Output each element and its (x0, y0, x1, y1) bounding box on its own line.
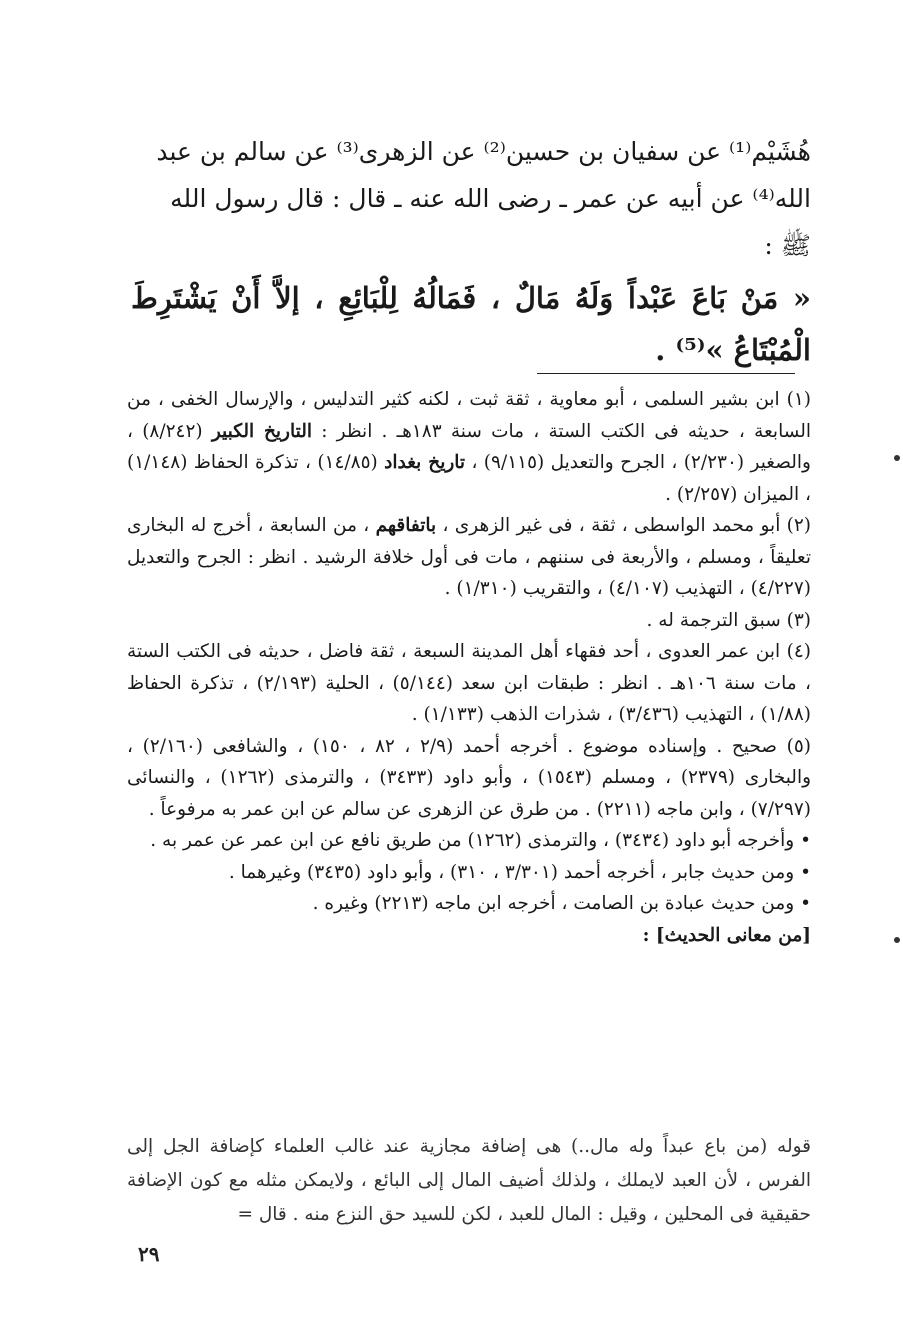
footnote-text: (٢) أبو محمد الواسطى ، ثقة ، فى غير الزهرى ، (436, 515, 811, 536)
footnote-bullet: • ومن حديث جابر ، أخرجه أحمد (٣/٣٠١ ، ٣١٠) ، وأبو داود (٣٤٣٥) وغيرهما . (228, 861, 811, 883)
page-number: ٢٩ (138, 1242, 160, 1266)
emphasis: باتفاقهم (375, 515, 437, 536)
footnote-bullet: • ومن حديث عبادة بن الصامت ، أخرجه ابن ماجه (٢٢١٣) وغيره . (312, 893, 811, 914)
main-text-line: هُشَيْم⁽¹⁾ عن سفيان بن حسين⁽²⁾ عن الزهرى⁽³⁾ عن سالم بن عبد (156, 137, 811, 166)
footnote-5: (٥) صحيح . وإسناده موضوع . أخرجه أحمد (٢/٩ ، ٨٢ ، ١٥٠) ، والشافعى (٢/١٦٠) ، والبخارى (٢٣٧٩) ، ومسلم (١٥٤٣) ، وأبو داود (٣٤٣٣) ، والترمذى (١٢٦٢) ، والنسائى (٧/٢٩٧) ، وابن ماجه (٢٢١١) . من طرق عن الزهرى عن سالم عن ابن عمر به مرفوعاً . (127, 735, 812, 820)
commentary-text: قوله (من باع عبداً وله مال..) هى إضافة مجازية عند غالب العلماء كإضافة الجل إلى الفرس ، لأن العبد لايملك ، ولذلك أضيف المال إلى البائع ، ولايمكن مثله مع كون الإضافة حقيقية فى المحلين ، وقيل : المال للعبد ، لكن للسيد حق النزع منه . قال = (127, 1136, 811, 1225)
footnote-bullet: • وأخرجه أبو داود (٣٤٣٤) ، والترمذى (١٢٦٢) من طريق نافع عن ابن عمر عن عمر به . (150, 830, 811, 851)
hadith-text: « مَنْ بَاعَ عَبْداً وَلَهُ مَالٌ ، فَمَالُهُ لِلْبَائِعِ ، إلاَّ أَنْ يَشْتَرِطَ الْمُبْتَاعُ »⁽⁵⁾ . (131, 281, 811, 367)
footnote-3: (٣) سبق الترجمة له . (646, 609, 811, 631)
footnotes (127, 384, 811, 951)
main-text-line: الله⁽⁴⁾ عن أبيه عن عمر ـ رضى الله عنه ـ قال : قال رسول الله (170, 184, 811, 213)
footnote-4: (٤) ابن عمر العدوى ، أحد فقهاء أهل المدينة السبعة ، ثقة فاضل ، حديثه فى الكتب الستة ، مات سنة ١٠٦هـ . انظر : طبقات ابن سعد (٥/١٤٤) ، الحلية (٢/١٩٣) ، تذكرة الحفاظ (١/٨٨) ، التهذيب (٣/٤٣٦) ، شذرات الذهب (١/١٣٣) . (127, 641, 811, 725)
section-heading: [من معانى الحديث] : (642, 924, 811, 946)
footnote-1 (127, 384, 811, 510)
commentary (127, 1130, 811, 1232)
margin-dot (894, 455, 900, 461)
main-text-line: ﷺ : (764, 231, 811, 260)
source-title: تاريخ بغداد (384, 452, 466, 473)
footnote-2 (127, 510, 811, 605)
footnote-text: (١٤/٨٥) ، تذكرة الحفاظ (١/١٤٨) ، الميزان (٢/٢٥٧) . (127, 452, 811, 505)
main-text (131, 128, 811, 269)
footnote-text: (١) ابن بشير السلمى ، أبو معاوية ، ثقة ثبت ، لكنه كثير التدليس ، والإرسال الخفى ، من السابعة ، حديثه فى الكتب الستة ، مات سنة ١٨٣هـ . انظر : (127, 389, 811, 442)
footnote-separator (537, 373, 795, 374)
source-title: التاريخ الكبير (211, 420, 312, 442)
margin-dot (894, 937, 900, 943)
footnote-text: ، من السابعة ، أخرج له البخارى تعليقاً ، ومسلم ، والأربعة فى سننهم ، مات فى أول خلافة الرشيد . انظر : الجرح والتعديل (٤/٢٢٧) ، التهذيب (٤/١٠٧) ، والتقريب (١/٣١٠) . (127, 515, 811, 599)
footnote-text: (٨/٢٤٢) ، والصغير (٢/٢٣٠) ، الجرح والتعديل (٩/١١٥) ، (127, 420, 811, 473)
